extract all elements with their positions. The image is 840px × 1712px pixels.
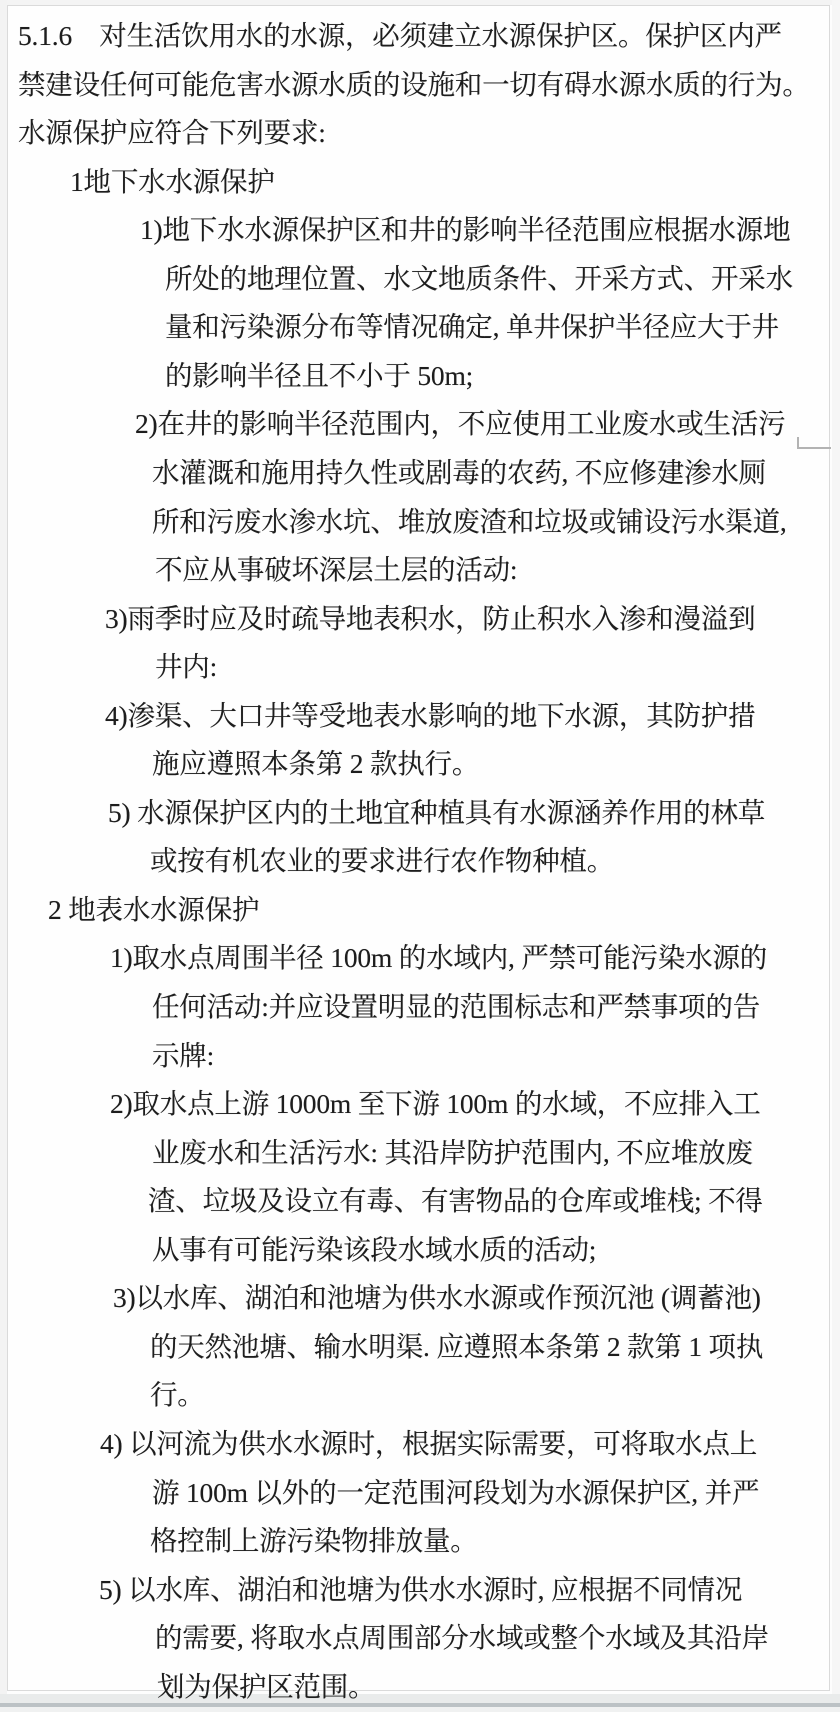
text-line: 5.1.6 对生活饮用水的水源，必须建立水源保护区。保护区内严 (18, 20, 782, 51)
text-line: 或按有机农业的要求进行农作物种植。 (150, 845, 615, 877)
text-line: 水源保护应符合下列要求: (18, 117, 326, 149)
text-line: 井内: (155, 651, 218, 683)
text-line: 2 地表水水源保护 (48, 893, 260, 925)
text-line: 格控制上游污染物排放量。 (150, 1525, 478, 1557)
text-line: 划为保护区范围。 (157, 1670, 376, 1702)
text-line: 1地下水水源保护 (70, 165, 275, 197)
text-line: 4) 以河流为供水水源时，根据实际需要，可将取水点上 (100, 1427, 758, 1459)
text-line: 1)地下水水源保护区和井的影响半径范围应根据水源地 (140, 214, 791, 246)
text-line: 的需要, 将取水点周围部分水域或整个水域及其沿岸 (155, 1622, 769, 1654)
text-line: 4)渗渠、大口井等受地表水影响的地下水源，其防护措 (105, 699, 756, 731)
text-line: 水灌溉和施用持久性或剧毒的农药, 不应修建渗水厕 (152, 456, 766, 488)
text-line: 施应遵照本条第 2 款执行。 (152, 748, 480, 780)
text-line: 2)取水点上游 1000m 至下游 100m 的水域，不应排入工 (110, 1088, 761, 1120)
text-line: 的天然池塘、输水明渠. 应遵照本条第 2 款第 1 项执 (150, 1330, 764, 1362)
text-line: 游 100m 以外的一定范围河段划为水源保护区, 并严 (152, 1476, 760, 1508)
text-line: 5) 以水库、湖泊和池塘为供水水源时, 应根据不同情况 (99, 1573, 743, 1605)
text-line: 渣、垃圾及设立有毒、有害物品的仓库或堆栈; 不得 (148, 1185, 763, 1217)
text-line: 1)取水点周围半径 100m 的水域内, 严禁可能污染水源的 (110, 942, 768, 974)
text-line: 3)以水库、湖泊和池塘为供水水源或作预沉池 (调蓄池) (113, 1282, 761, 1314)
text-line: 示牌: (152, 1039, 215, 1071)
text-line: 业废水和生活污水: 其沿岸防护范围内, 不应堆放废 (152, 1136, 753, 1168)
text-line: 所处的地理位置、水文地质条件、开采方式、开采水 (165, 262, 793, 294)
text-line: 从事有可能污染该段水域水质的活动; (152, 1233, 597, 1265)
text-line: 量和污染源分布等情况确定, 单井保护半径应大于井 (165, 311, 779, 343)
text-line: 任何活动:并应设置明显的范围标志和严禁事项的告 (152, 991, 761, 1022)
text-line: 所和污废水渗水坑、堆放废渣和垃圾或铺设污水渠道, (152, 505, 787, 537)
text-line: 行。 (150, 1379, 205, 1411)
text-line: 3)雨季时应及时疏导地表积水，防止积水入渗和漫溢到 (105, 602, 756, 634)
text-line: 的影响半径且不小于 50m; (165, 359, 474, 391)
text-line: 禁建设任何可能危害水源水质的设施和一切有碍水源水质的行为。 (18, 68, 810, 100)
text-line: 5) 水源保护区内的土地宜种植具有水源涵养作用的林草 (108, 796, 766, 828)
text-line: 2)在井的影响半径范围内，不应使用工业废水或生活污 (135, 408, 786, 440)
text-line: 不应从事破坏深层土层的活动: (155, 554, 518, 586)
